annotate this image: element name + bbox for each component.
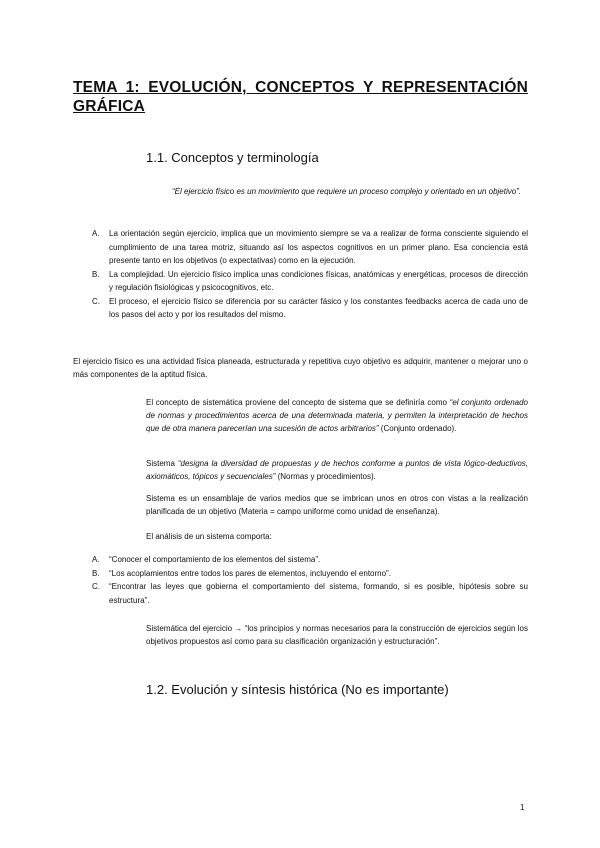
list-item-label: C. (92, 582, 100, 591)
list-item-text: “Los acoplamientos entre todos los pares de elementos, incluyendo el entorno”. (109, 568, 391, 578)
definition-paragraph: El ejercicio físico es una actividad física planeada, estructurada y repetitiva cuyo objetivo es adquirir, mantener o mejorar uno o más componentes de la aptitud física. (73, 357, 528, 379)
list-item (92, 295, 528, 322)
list-item (92, 227, 528, 268)
list-item-text: “Conocer el comportamiento de los elementos del sistema”. (109, 555, 321, 564)
analysis-list (92, 553, 528, 607)
page-number: 1 (520, 803, 525, 812)
document-title: TEMA 1: EVOLUCIÓN, CONCEPTOS Y REPRESENTACIÓN GRÁFICA (73, 79, 528, 115)
list-item-label: B. (92, 269, 100, 279)
list-item-text: “Encontrar las leyes que gobierna el comportamiento del sistema, formando, si es posible, hipótesis sobre su estructura”. (109, 582, 528, 605)
section-heading-1-2: 1.2. Evolución y síntesis histórica (No es importante) (146, 682, 449, 697)
ensamblaje-paragraph: Sistema es un ensamblaje de varios medios que se imbrican unos en otros con vistas a la realización planificada de un objetivo (Materia = campo uniforme como unidad de enseñanza). (146, 494, 528, 516)
list-item-text: La complejidad. Un ejercicio físico implica unas condiciones físicas, anatómicas y energéticas, procesos de dirección y regulación fisiológicas y psicocognitivos, etc. (109, 269, 528, 292)
systematic-paragraph (146, 396, 528, 435)
list-item (92, 268, 528, 295)
sistema-italic: “designa la diversidad de propuestas y de hechos conforme a puntos de vista lógico-deductivos, axiomáticos, tópicos y secuenciales” (146, 459, 528, 481)
section-heading-1-1: 1.1. Conceptos y terminología (146, 150, 319, 165)
list-item (92, 567, 528, 581)
list-item-text: El proceso, el ejercicio físico se diferencia por su carácter fásico y los constantes feedbacks acerca de cada uno de los pasos del acto y por los resultados del mismo. (109, 296, 528, 319)
list-item-label: A. (92, 229, 100, 238)
list-item-label: B. (92, 568, 100, 578)
list-item (92, 580, 528, 607)
concept-list (92, 227, 528, 322)
systematic-italic: “el conjunto ordenado de normas y procedimientos acerca de una determinada materia, y permiten la interpretación de hechos que de otra manera parecerían una sucesión de actos arbitrarios” (146, 398, 529, 433)
list-item-label: C. (92, 296, 100, 306)
analysis-intro: El análisis de un sistema comporta: (146, 532, 272, 541)
sistema-paragraph (146, 457, 528, 483)
quote-text: “El ejercicio físico es un movimiento que requiere un proceso complejo y orientado en un objetivo”. (172, 187, 522, 196)
systematic-lead: El concepto de sistemática proviene del concepto de sistema que se definiría como (146, 398, 450, 407)
list-item-text: La orientación según ejercicio, implica que un movimiento siempre se va a realizar de forma consciente siguiendo el cumplimiento de una tarea motriz, situando así los aspectos cognitivos en un primer plano. Esa conciencia está presente tanto en los objetivos (o expectativas) como en la ejecución. (109, 229, 528, 265)
sistematica-ejercicio-paragraph: Sistemática del ejercicio → “los principios y normas necesarios para la construcción de ejercicios según los objetivos propuestos así como para su clasificación organización y estructuración”. (146, 624, 528, 646)
sistema-lead: Sistema (146, 459, 178, 468)
list-item (92, 553, 528, 567)
list-item-label: A. (92, 555, 100, 564)
sistema-tail: (Normas y procedimientos). (275, 472, 376, 481)
systematic-tail: (Conjunto ordenado). (378, 424, 457, 433)
